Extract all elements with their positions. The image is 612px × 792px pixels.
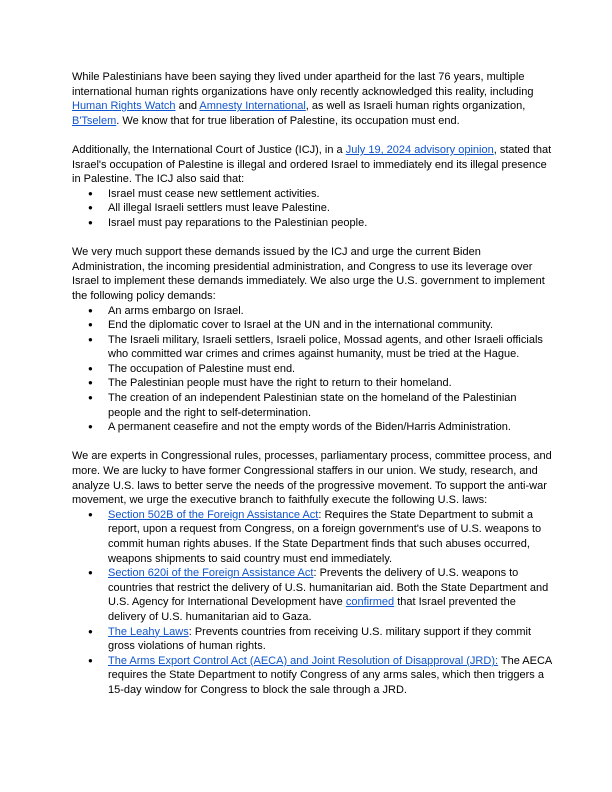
human-rights-watch-link[interactable]: Human Rights Watch — [72, 100, 176, 113]
btselem-link[interactable]: B'Tselem — [72, 114, 117, 127]
list-item-620i — [72, 566, 552, 624]
leahy-laws-link[interactable]: The Leahy Laws — [108, 625, 189, 638]
list-item-502b — [72, 508, 552, 566]
list-item: ● The Palestinian people must have the right to return to their homeland. — [72, 376, 552, 391]
paragraph-apartheid — [72, 70, 552, 128]
list-item: ● The creation of an independent Palestinian state on the homeland of the Palestinian people and the right to self-determination. — [72, 391, 552, 420]
list-item-aeca — [72, 654, 552, 698]
paragraph-text: , as well as Israeli human rights organization, — [305, 100, 526, 113]
us-laws-list — [72, 508, 552, 698]
list-item: ● End the diplomatic cover to Israel at the UN and in the international community. — [72, 318, 552, 333]
law-description: : Requires the State Department to submit a report, upon a request from Congress, on a foreign government's use of U.S. weapons to commit human rights abuses. If the State Department finds that such abuses occurred, weapons shipments to said country must end immediately. — [108, 508, 542, 565]
law-description: The AECA requires the State Department to notify Congress of any arms sales, which then triggers a 15-day window for Congress to block the sale through a JRD. — [108, 654, 552, 696]
amnesty-international-link[interactable]: Amnesty International — [199, 100, 306, 113]
law-description: : Prevents countries from receiving U.S. military support if they commit gross violations of human rights. — [108, 625, 532, 653]
list-item-leahy — [72, 625, 552, 654]
list-item: ● A permanent ceasefire and not the empty words of the Biden/Harris Administration. — [72, 420, 552, 435]
policy-demands-list — [72, 304, 552, 435]
section-502b-link[interactable]: Section 502B of the Foreign Assistance Act — [108, 508, 319, 521]
confirmed-link[interactable]: confirmed — [345, 596, 395, 609]
paragraph-text: , stated that Israel's occupation of Palestine is illegal and ordered Israel to immediately end its illegal presence in Palestine. The ICJ also said that: — [72, 143, 552, 186]
paragraph-icj — [72, 143, 552, 187]
list-item: ● Israel must cease new settlement activities. — [72, 187, 552, 202]
law-description: that Israel prevented the delivery of U.S. humanitarian aid to Gaza. — [108, 596, 516, 623]
paragraph-support: We very much support these demands issued by the ICJ and urge the current Biden Administration, the incoming presidential administration, and Congress to use its leverage over Israel to implement these demands immediately. We also urge the U.S. government to implement the following policy demands: — [72, 246, 545, 302]
paragraph-text: Additionally, the International Court of Justice (ICJ), in a — [72, 143, 346, 156]
paragraph-text: . We know that for true liberation of Palestine, its occupation must end. — [116, 114, 460, 127]
list-item: ● Israel must pay reparations to the Palestinian people. — [72, 216, 552, 231]
list-item: ● The Israeli military, Israeli settlers, Israeli police, Mossad agents, and other Israeli officials who committed war crimes and crimes against humanity, must be tried at the Hague. — [72, 333, 552, 362]
section-620i-link[interactable]: Section 620i of the Foreign Assistance Act — [108, 567, 314, 580]
list-item: ● The occupation of Palestine must end. — [72, 362, 552, 377]
paragraph-text: While Palestinians have been saying they lived under apartheid for the last 76 years, multiple international human rights organizations have only recently acknowledged this reality, including — [72, 71, 534, 98]
advisory-opinion-link[interactable]: July 19, 2024 advisory opinion — [345, 143, 494, 156]
icj-demands-list — [72, 187, 552, 231]
aeca-jrd-link[interactable]: The Arms Export Control Act (AECA) and Joint Resolution of Disapproval (JRD): — [108, 654, 499, 667]
law-description: : Prevents the delivery of U.S. weapons to countries that restrict the delivery of U.S. humanitarian aid. Both the State Department and U.S. Agency for International Development have — [108, 567, 549, 609]
paragraph-text: and — [175, 100, 200, 113]
list-item: ● All illegal Israeli settlers must leave Palestine. — [72, 201, 552, 216]
list-item: ● An arms embargo on Israel. — [72, 304, 552, 319]
paragraph-experts: We are experts in Congressional rules, processes, parliamentary process, committee process, and more. We are lucky to have former Congressional staffers in our union. We study, research, and analyze U.S. laws to better serve the needs of the progressive movement. To support the anti-war movement, we urge the executive branch to faithfully execute the following U.S. laws: — [72, 450, 552, 507]
